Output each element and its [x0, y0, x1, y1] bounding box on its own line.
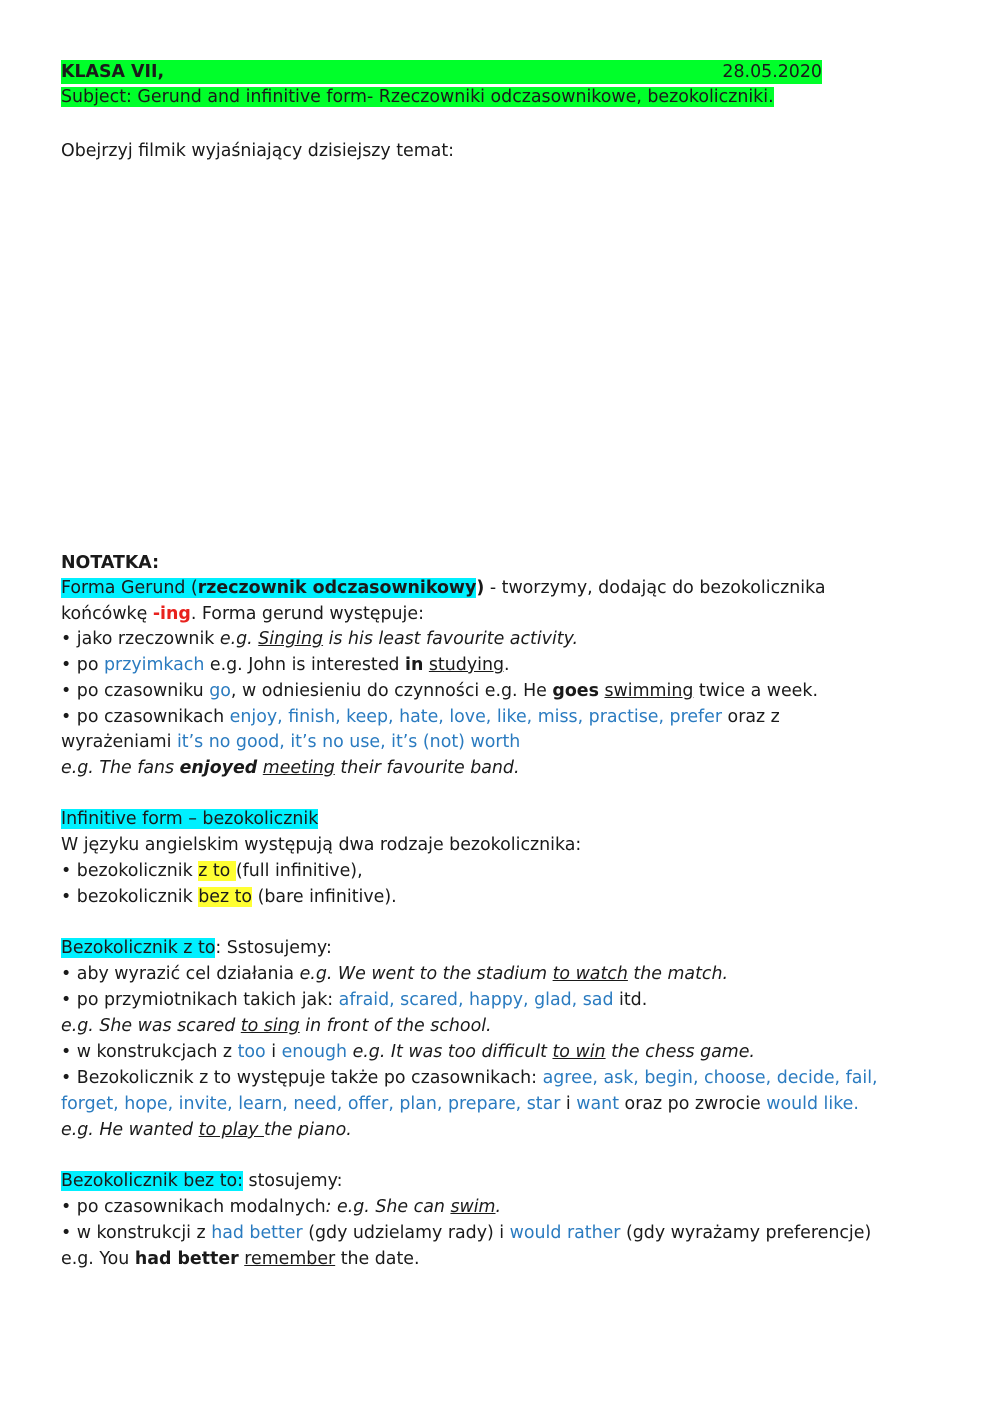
- without-to-title: Bezokolicznik bez to: stosujemy:: [61, 1171, 343, 1191]
- list-item: • po czasownikach enjoy, finish, keep, hate, love, like, miss, practise, prefer oraz z: [61, 707, 780, 727]
- list-item: • bezokolicznik z to (full infinitive),: [61, 861, 363, 881]
- list-item-continued: wyrażeniami it’s no good, it’s no use, it’s (not) worth: [61, 732, 521, 752]
- list-item: • w konstrukcjach z too i enough e.g. It was too difficult to win the chess game.: [61, 1042, 755, 1062]
- video-placeholder[interactable]: [61, 180, 941, 540]
- intro-text: Obejrzyj filmik wyjaśniający dzisiejszy temat:: [61, 141, 455, 161]
- with-to-example-1: e.g. She was scared to sing in front of the school.: [61, 1016, 492, 1036]
- list-item: • aby wyrazić cel działania e.g. We went to the stadium to watch the match.: [61, 964, 728, 984]
- list-item: • po przyimkach e.g. John is interested in studying.: [61, 655, 510, 675]
- header-bar: [61, 60, 822, 84]
- class-label: KLASA VII,: [61, 62, 165, 82]
- gerund-example: e.g. The fans enjoyed meeting their favourite band.: [61, 758, 520, 778]
- list-item-continued: forget, hope, invite, learn, need, offer, plan, prepare, star i want oraz po zwrocie would like.: [61, 1094, 859, 1114]
- notes-heading: NOTATKA:: [61, 553, 160, 573]
- without-to-example: e.g. You had better remember the date.: [61, 1249, 420, 1269]
- list-item: • w konstrukcji z had better (gdy udzielamy rady) i would rather (gdy wyrażamy preferencje): [61, 1223, 872, 1243]
- infinitive-title: Infinitive form – bezokolicznik: [61, 809, 319, 829]
- with-to-title: Bezokolicznik z to: Sstosujemy:: [61, 938, 332, 958]
- list-item: • jako rzeczownik e.g. Singing is his least favourite activity.: [61, 629, 579, 649]
- with-to-example-2: e.g. He wanted to play the piano.: [61, 1120, 352, 1140]
- infinitive-intro: W języku angielskim występują dwa rodzaje bezokolicznika:: [61, 835, 582, 855]
- date: 28.05.2020: [722, 62, 822, 82]
- list-item: • po czasowniku go, w odniesieniu do czynności e.g. He goes swimming twice a week.: [61, 681, 818, 701]
- list-item: • bezokolicznik bez to (bare infinitive).: [61, 887, 397, 907]
- gerund-line-2: końcówkę -ing. Forma gerund występuje:: [61, 604, 424, 624]
- subject-line: Subject: Gerund and infinitive form- Rzeczowniki odczasownikowe, bezokoliczniki.: [61, 87, 774, 107]
- gerund-title: Forma Gerund (rzeczownik odczasownikowy) - tworzymy, dodając do bezokolicznika: [61, 578, 826, 598]
- list-item: • Bezokolicznik z to występuje także po czasownikach: agree, ask, begin, choose, decide, fail,: [61, 1068, 878, 1088]
- list-item: • po czasownikach modalnych: e.g. She can swim.: [61, 1197, 502, 1217]
- list-item: • po przymiotnikach takich jak: afraid, scared, happy, glad, sad itd.: [61, 990, 648, 1010]
